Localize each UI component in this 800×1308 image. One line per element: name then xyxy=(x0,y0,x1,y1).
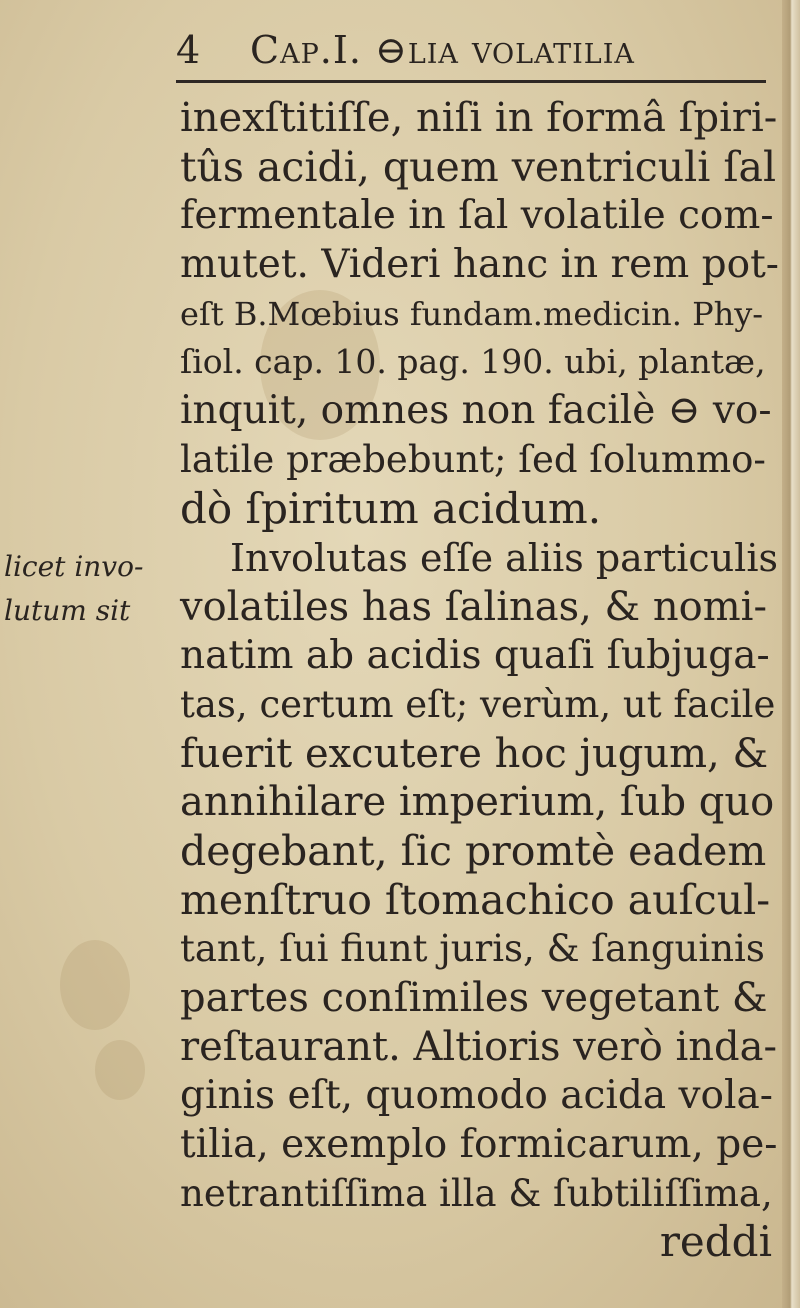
text-line: natim ab acidis quaſi ſubjuga- xyxy=(180,632,770,678)
page-number: 4 xyxy=(176,28,201,72)
text-line: fermentale in ſal volatile com- xyxy=(180,192,774,238)
text-line: Involutas eſſe aliis particulis xyxy=(230,536,778,581)
text-line: degebant, ſic promtè eadem xyxy=(180,827,767,876)
text-line: eſt B.Mœbius fundam.medicin. Phy- xyxy=(180,294,764,333)
text-line: volatiles has ſalinas, & nomi- xyxy=(180,583,767,630)
margin-note xyxy=(4,545,174,633)
margin-note-line: lutum sit xyxy=(4,594,131,627)
page-header xyxy=(176,22,766,82)
text-line: inexſtitiſſe, niſi in formâ ſpiri- xyxy=(180,95,778,141)
paper-stain xyxy=(60,940,130,1030)
text-line: mutet. Videri hanc in rem pot- xyxy=(180,241,779,287)
text-line: reſtaurant. Altioris verò inda- xyxy=(180,1023,778,1070)
text-line: dò ſpiritum acidum. xyxy=(180,484,602,534)
text-line: fuerit excutere hoc jugum, & xyxy=(180,730,769,777)
text-line: tant, ſui fiunt juris, & ſanguinis xyxy=(180,927,765,971)
text-line: latile præbebunt; ſed ſolummo- xyxy=(180,438,766,482)
text-line: ſiol. cap. 10. pag. 190. ubi, plantæ, xyxy=(180,342,766,382)
text-line: inquit, omnes non facilè ⊖ vo- xyxy=(180,388,772,434)
text-line: menſtruo ſtomachico auſcul- xyxy=(180,876,771,925)
text-line: tilia, exemplo formicarum, pe- xyxy=(180,1121,778,1167)
text-line: ginis eſt, quomodo acida vola- xyxy=(180,1072,773,1118)
header-rule xyxy=(176,80,766,83)
page-edge xyxy=(782,0,800,1308)
text-line: partes conſimiles vegetant & xyxy=(180,975,768,1022)
catchword: reddi xyxy=(659,1217,772,1267)
text-line: tûs acidi, quem ventriculi ſal xyxy=(180,142,777,191)
margin-note-line: licet invo- xyxy=(4,550,144,583)
running-title: Cap.I. ⊖lia volatilia xyxy=(250,28,635,72)
paper-stain xyxy=(95,1040,145,1100)
text-line: netrantiſſima illa & ſubtiliſſima, xyxy=(180,1171,773,1215)
text-line: tas, certum eſt; verùm, ut facile xyxy=(180,682,776,726)
body-text xyxy=(180,94,780,1267)
text-line: annihilare imperium, ſub quo xyxy=(180,779,775,826)
